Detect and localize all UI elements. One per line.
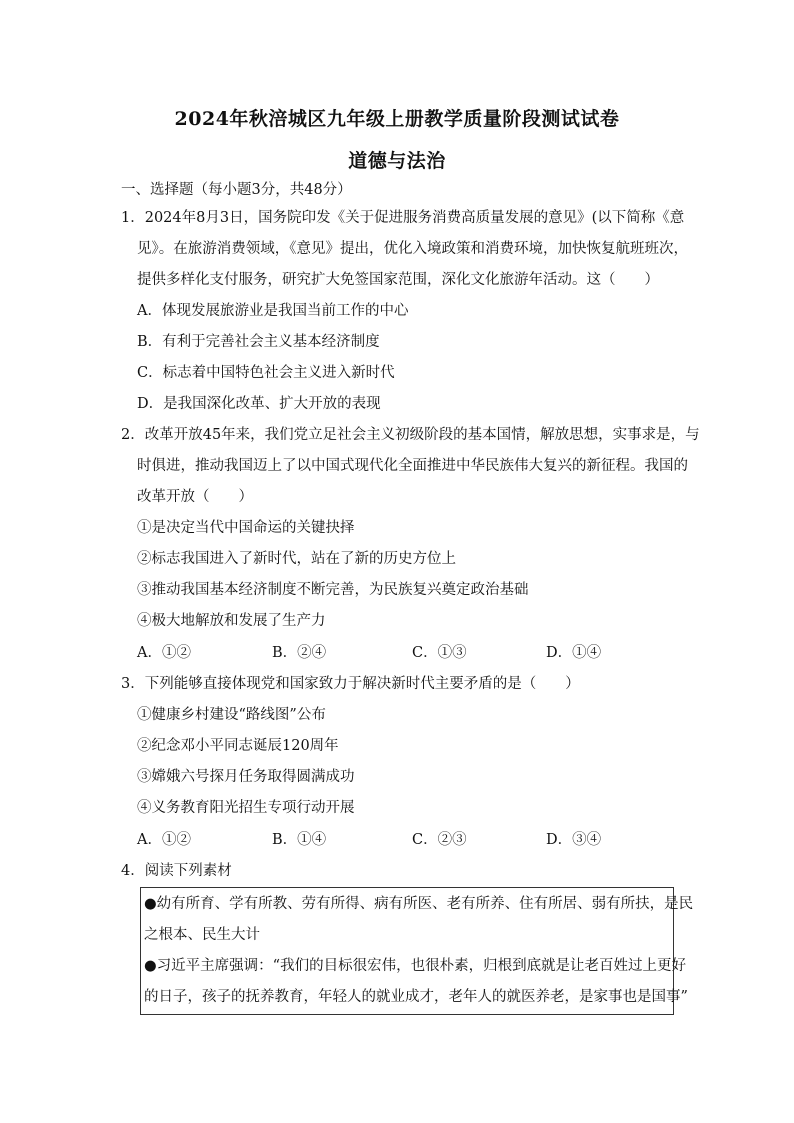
q3-stem-line-1: 3．下列能够直接体现党和国家致力于解决新时代主要矛盾的是（ ） (121, 676, 580, 692)
q2-item-1: ①是决定当代中国命运的关键抉择 (137, 520, 355, 536)
q2-option-d: D．①④ (546, 645, 602, 661)
q1-option-d: D．是我国深化改革、扩大开放的表现 (137, 396, 381, 412)
q3-option-a: A．①② (137, 832, 191, 848)
q2-option-c: C．①③ (412, 645, 467, 661)
q2-option-a: A．①② (137, 645, 191, 661)
q2-stem-line-2: 时俱进，推动我国迈上了以中国式现代化全面推进中华民族伟大复兴的新征程。我国的 (137, 458, 688, 474)
q1-option-c: C．标志着中国特色社会主义进入新时代 (137, 365, 395, 381)
q1-stem-line-3: 提供多样化支付服务，研究扩大免签国家范围，深化文化旅游年活动。这（ ） (137, 272, 659, 288)
q1-stem-line-2: 见》。在旅游消费领域，《意见》提出，优化入境政策和消费环境，加快恢复航班班次， (137, 241, 688, 257)
q1-stem-line-1: 1．2024年8月3日，国务院印发《关于促进服务消费高质量发展的意见》(以下简称《意 (121, 210, 685, 226)
q3-item-1: ①健康乡村建设“路线图”公布 (137, 707, 326, 723)
q4-stem-line-1: 4．阅读下列素材 (121, 863, 232, 879)
exam-title: 2024年秋涪城区九年级上册教学质量阶段测试试卷 (174, 108, 620, 130)
q3-item-3: ③嫦娥六号探月任务取得圆满成功 (137, 769, 355, 785)
q3-item-2: ②纪念邓小平同志诞辰120周年 (137, 738, 339, 754)
q2-stem-line-1: 2．改革开放45年来，我们党立足社会主义初级阶段的基本国情，解放思想，实事求是，与 (121, 427, 700, 443)
q3-option-d: D．③④ (546, 832, 602, 848)
q2-option-b: B．②④ (272, 645, 327, 661)
q3-item-4: ④义务教育阳光招生专项行动开展 (137, 800, 355, 816)
q4-material-line-3: ●习近平主席强调：“我们的目标很宏伟，也很朴素，归根到底就是让老百姓过上更好 (144, 958, 687, 974)
q4-material-line-1: ●幼有所育、学有所教、劳有所得、病有所医、老有所养、住有所居、弱有所扶，是民 (144, 896, 694, 912)
q3-options (137, 830, 697, 850)
q2-item-3: ③推动我国基本经济制度不断完善，为民族复兴奠定政治基础 (137, 582, 529, 598)
q4-material-line-2: 之根本、民生大计 (144, 927, 260, 943)
q2-options (137, 643, 697, 663)
q2-stem-line-3: 改革开放（ ） (137, 489, 253, 505)
section-heading: 一、选择题（每小题3分，共48分） (121, 182, 352, 198)
q4-material-line-4: 的日子，孩子的抚养教育，年轻人的就业成才，老年人的就医养老，是家事也是国事” (144, 989, 688, 1005)
q2-item-4: ④极大地解放和发展了生产力 (137, 613, 326, 629)
subject-title: 道德与法治 (348, 150, 446, 172)
q1-option-b: B．有利于完善社会主义基本经济制度 (137, 334, 380, 350)
q1-option-a: A．体现发展旅游业是我国当前工作的中心 (137, 303, 409, 319)
q3-option-c: C．②③ (412, 832, 467, 848)
q4-material-box (140, 887, 694, 1015)
q3-option-b: B．①④ (272, 832, 327, 848)
q2-item-2: ②标志我国进入了新时代，站在了新的历史方位上 (137, 551, 456, 567)
